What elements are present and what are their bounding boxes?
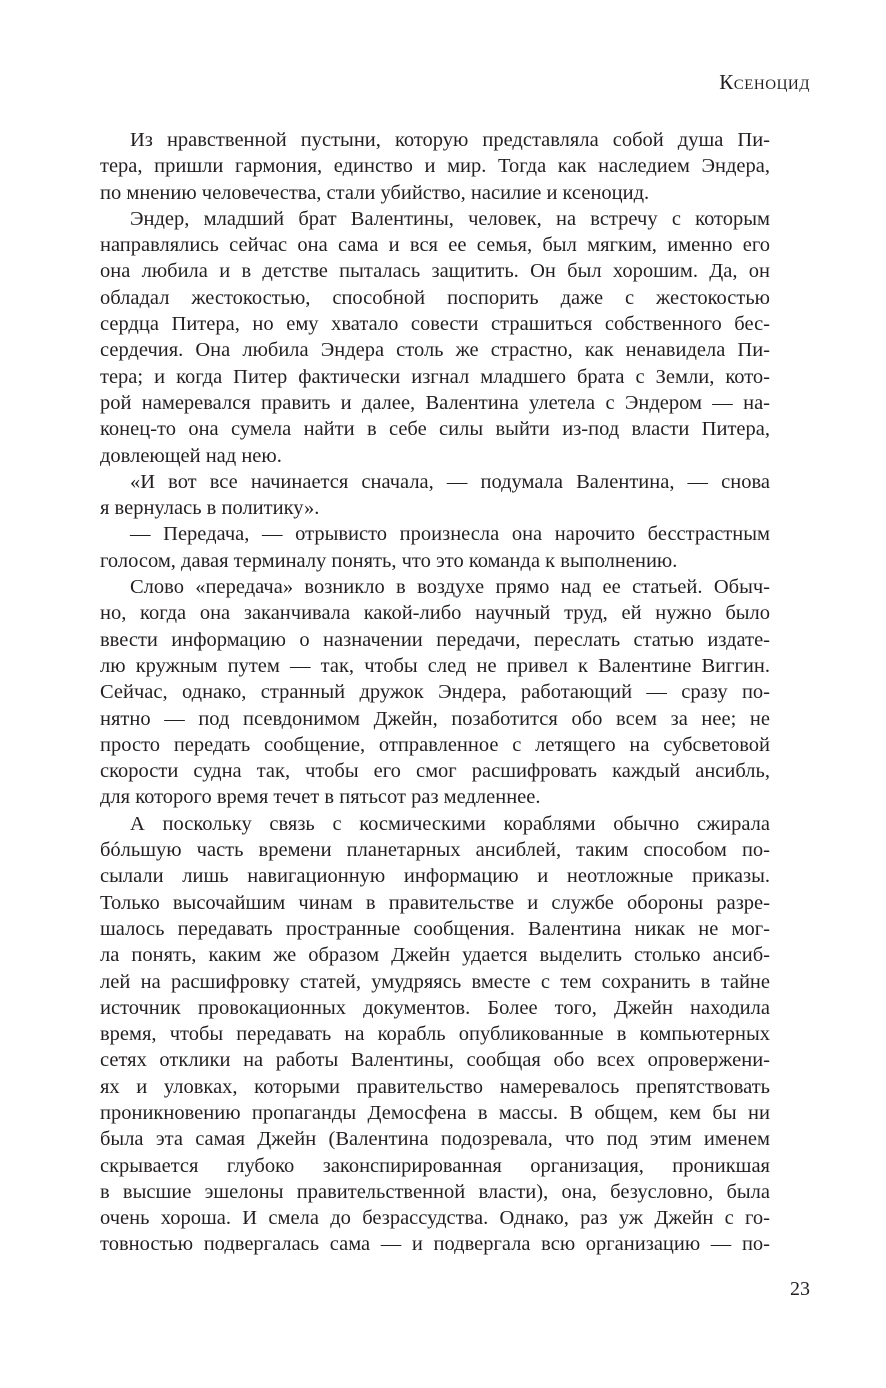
text-line: ввести информацию о назначении передачи, переслать статью издате-: [100, 628, 770, 651]
text-line: для которого время течет в пятьсот раз медленнее.: [100, 786, 541, 809]
text-line: нятно — под псевдонимом Джейн, позаботится обо всем за нее; не: [100, 707, 770, 730]
paragraph: [100, 521, 770, 574]
text-line: скрывается глубоко законспирированная организация, проникшая: [100, 1154, 770, 1177]
text-line: очень хороша. И смела до безрассудства. Однако, раз уж Джейн с го-: [100, 1207, 770, 1230]
text-line: она любила и в детстве пыталась защитить. Он был хорошим. Да, он: [100, 260, 770, 283]
text-line: А поскольку связь с космическими кораблями обычно сжирала: [130, 812, 770, 835]
text-line: Из нравственной пустыни, которую представляла собой душа Пи-: [130, 129, 770, 151]
body-text: [100, 127, 770, 1258]
text-line: голосом, давая терминалу понять, что это команда к выполнению.: [100, 549, 678, 572]
text-line: в высшие эшелоны правительственной власти), она, безусловно, была: [100, 1180, 770, 1203]
text-line: ла понять, каким же образом Джейн удается выделить столько ансиб-: [100, 944, 770, 967]
text-line: но, когда она заканчивала какой-либо научный труд, ей нужно было: [100, 602, 770, 625]
text-line: Эндер, младший брат Валентины, человек, на встречу с которым: [130, 207, 770, 230]
text-line: товностью подвергалась сама — и подвергала всю организацию — по-: [100, 1233, 770, 1256]
text-line: рой намеревался править и далее, Валентина улетела с Эндером — на-: [100, 391, 770, 414]
text-line: довлеющей над нею.: [100, 444, 282, 467]
text-line: «И вот все начинается сначала, — подумала Валентина, — снова: [130, 470, 770, 493]
text-line: была эта самая Джейн (Валентина подозревала, что под этим именем: [100, 1128, 770, 1151]
text-line: Только высочайшим чинам в правительстве и службе обороны разре-: [100, 891, 770, 914]
text-line: лей на расшифровку статей, умудряясь вместе с тем сохранить в тайне: [100, 970, 770, 993]
page-number: 23: [790, 1278, 810, 1300]
running-head: Ксеноцид: [719, 70, 810, 94]
text-line: сылали лишь навигационную информацию и неотложные приказы.: [100, 865, 770, 888]
text-line: я вернулась в политику».: [100, 497, 320, 520]
text-line: конец-то она сумела найти в себе силы выйти из-под власти Питера,: [100, 418, 770, 441]
text-line: ях и уловках, которыми правительство намеревалось препятствовать: [100, 1075, 770, 1098]
text-line: лю кружным путем — так, чтобы след не привел к Валентине Виггин.: [100, 654, 770, 677]
text-line: проникновению пропаганды Демосфена в массы. В общем, кем бы ни: [100, 1101, 770, 1124]
text-line: Сейчас, однако, странный дружок Эндера, работающий — сразу по-: [100, 681, 770, 704]
text-line: шалось передавать пространные сообщения. Валентина никак не мог-: [100, 917, 770, 940]
text-line: тера; и когда Питер фактически изгнал младшего брата с Земли, кото-: [100, 365, 770, 388]
text-line: бóльшую часть времени планетарных ансиблей, таким способом по-: [100, 839, 770, 862]
paragraph: [100, 206, 770, 469]
text-line: скорости судна так, чтобы его смог расшифровать каждый ансибль,: [100, 760, 770, 783]
text-line: — Передача, — отрывисто произнесла она нарочито бесстрастным: [130, 523, 770, 546]
text-line: направлялись сейчас она сама и вся ее семья, был мягким, именно его: [100, 234, 770, 257]
paragraph: [100, 127, 770, 206]
text-line: сетях отклики на работы Валентины, сообщая обо всех опровержени-: [100, 1049, 770, 1072]
text-line: источник провокационных документов. Более того, Джейн находила: [100, 996, 770, 1019]
text-line: сердечия. Она любила Эндера столь же страстно, как ненавидела Пи-: [100, 339, 770, 362]
text-line: обладал жестокостью, способной поспорить даже с жестокостью: [100, 286, 770, 309]
text-line: по мнению человечества, стали убийство, насилие и ксеноцид.: [100, 181, 650, 204]
paragraph: [100, 574, 770, 811]
text-line: Слово «передача» возникло в воздухе прямо над ее статьей. Обыч-: [130, 576, 770, 599]
paragraph: [100, 811, 770, 1258]
paragraph: [100, 469, 770, 522]
text-line: время, чтобы передавать на корабль опубликованные в компьютерных: [100, 1023, 770, 1046]
text-line: тера, пришли гармония, единство и мир. Тогда как наследием Эндера,: [100, 155, 770, 178]
text-line: просто передать сообщение, отправленное с летящего на субсветовой: [100, 733, 770, 756]
text-line: сердца Питера, но ему хватало совести страшиться собственного бес-: [100, 313, 770, 336]
